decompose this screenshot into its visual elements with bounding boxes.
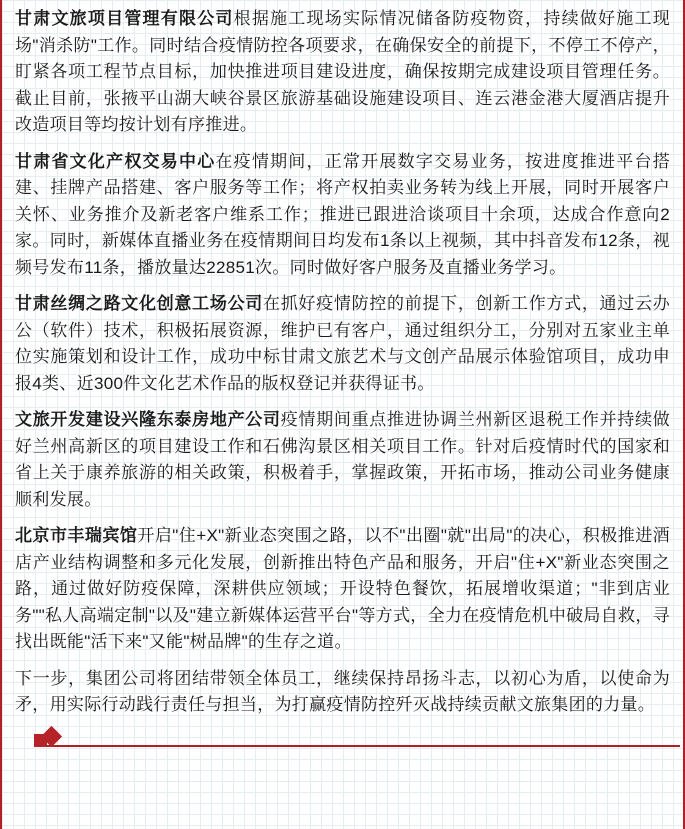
paragraph: [15, 666, 670, 719]
paragraph: [15, 6, 670, 139]
paragraph: [15, 407, 670, 513]
paragraph-text: 根据施工现场实际情况储备防疫物资，持续做好施工现场"消杀防"工作。同时结合疫情防控各项要求，在确保安全的前提下，不停工不停产，盯紧各项工程节点目标，加快推进项目建设进度，确保按期完成建设项目管理任务。截止目前，张掖平山湖大峡谷景区旅游基础设施建设项目、连云港金港大厦酒店提升改造项目等均按计划有序推进。: [15, 9, 670, 134]
company-name: 甘肃丝绸之路文化创意工场公司: [15, 294, 263, 313]
paragraph: [15, 523, 670, 656]
company-name: 甘肃省文化产权交易中心: [15, 151, 216, 171]
paragraph-text: 在疫情期间，正常开展数字交易业务，按进度推进平台搭建、挂牌产品搭建、客户服务等工作；将产权拍卖业务转为线上开展，同时开展客户关怀、业务推介及新老客户维系工作；推进已跟进洽谈项目十余项，达成合作意向2家。同时，新媒体直播业务在疫情期间日均发布1条以上视频，其中抖音发布12条，视频号发布11条，播放量达22851次。同时做好客户服务及直播业务学习。: [15, 151, 670, 277]
end-ornament: [15, 729, 670, 755]
paragraph: [15, 149, 670, 282]
divider-line: [35, 745, 680, 747]
paragraph-text: 开启"住+X"新业态突围之路，以不"出圈"就"出局"的决心，积极推进酒店产业结构调整和多元化发展，创新推出特色产品和服务，开启"住+X"新业态突围之路，通过做好防疫保障，深耕供应领域；开设特色餐饮，拓展增收渠道；"非到店业务""私人高端定制"以及"建立新媒体运营平台"等方式，全力在疫情危机中破局自救，寻找出既能"活下来"又能"树品牌"的生存之道。: [15, 526, 670, 651]
paragraph: [15, 291, 670, 397]
company-name: 北京市丰瑞宾馆: [15, 526, 138, 545]
company-name: 甘肃文旅项目管理有限公司: [15, 9, 234, 28]
paragraph-text: 在抓好疫情防控的前提下，创新工作方式，通过云办公（软件）技术，积极拓展资源，维护已有客户，通过组织分工，分别对五家业主单位实施策划和设计工作，成功中标甘肃文旅艺术与文创产品展示体验馆项目，成功申报4类、近300件文化艺术作品的版权登记并获得证书。: [15, 294, 670, 393]
paragraph-text: 下一步，集团公司将团结带领全体员工，继续保持昂扬斗志，以初心为盾，以使命为矛，用实际行动践行责任与担当，为打赢疫情防控歼灭战持续贡献文旅集团的力量。: [15, 668, 670, 714]
paragraph-text: 疫情期间重点推进协调兰州新区退税工作并持续做好兰州高新区的项目建设工作和石佛沟景区相关项目工作。针对后疫情时代的国家和省上关于康养旅游的相关政策，积极着手，掌握政策，开拓市场，推动公司业务健康顺利发展。: [15, 410, 671, 509]
company-name: 文旅开发建设兴隆东泰房地产公司: [15, 410, 281, 429]
